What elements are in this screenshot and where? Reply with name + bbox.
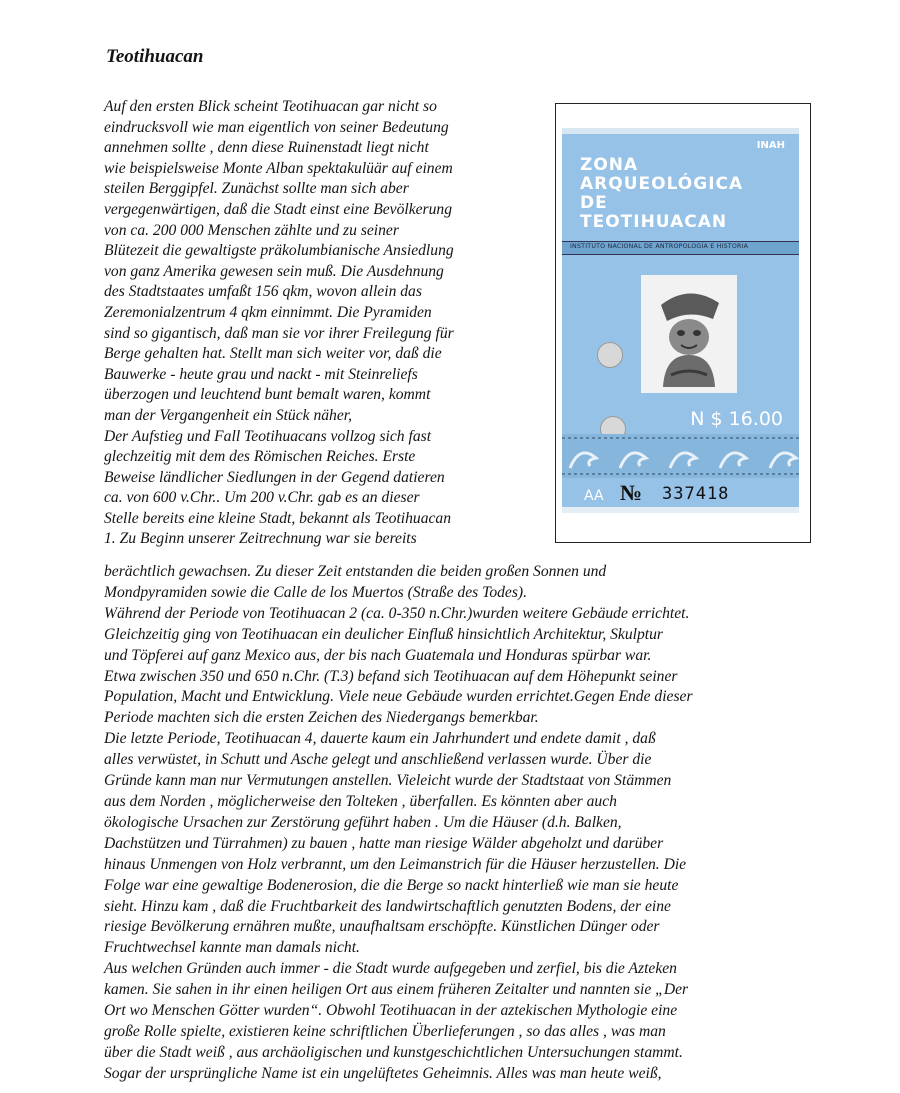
heading-line: DE [580, 193, 608, 213]
text-line: Mondpyramiden sowie die Calle de los Muertos (Straße des Todes). [104, 583, 528, 601]
text-line: Ort wo Menschen Götter wurden“. Obwohl Teotihuacan in der aztekischen Mythologie eine [104, 1002, 678, 1020]
text-line: Etwa zwischen 350 und 650 n.Chr. (T.3) befand sich Teotihuacan auf dem Höhepunkt seiner [104, 667, 678, 685]
institute-label: INSTITUTO NACIONAL DE ANTROPOLOGÍA E HISTORIA [570, 243, 749, 250]
page-title: Teotihuacan [106, 46, 204, 67]
text-line: aus dem Norden , möglicherweise den Tolteken , überfallen. Es könnten aber auch [104, 792, 617, 810]
text-line: man der Vergangenheit ein Stück näher, [104, 406, 352, 424]
ticket-heading [580, 156, 743, 232]
text-line: Aus welchen Gründen auch immer - die Stadt wurde aufgegeben und zerfiel, bis die Azteken [104, 960, 677, 978]
text-line: Population, Macht und Entwicklung. Viele neue Gebäude wurden errichtet.Gegen Ende dieser [104, 688, 693, 706]
text-line: steilen Berggipfel. Zunächst sollte man sich aber [104, 180, 409, 198]
text-line: von ganz Amerika gewesen sein muß. Die Ausdehnung [104, 262, 444, 280]
intro-column [104, 97, 527, 550]
text-line: vergegenwärtigen, daß die Stadt einst eine Bevölkerung [104, 200, 453, 218]
text-line: Gründe kann man nur Vermutungen anstellen. Vieleicht wurde der Stadtstaat von Stämmen [104, 772, 672, 790]
text-line: Bauwerke - heute grau und nackt - mit Steinreliefs [104, 365, 418, 383]
inah-logo: INAH [756, 140, 785, 151]
text-line: und Töpferei auf ganz Mexico aus, der bis nach Guatemala und Honduras spürbar war. [104, 646, 652, 664]
text-line: Die letzte Periode, Teotihuacan 4, dauerte kaum ein Jahrhundert und endete damit , daß [104, 730, 656, 748]
text-line: über die Stadt weiß , aus archäoligischen und kunstgeschichtlichen Untersuchungen stammt. [104, 1043, 683, 1061]
text-line: von ca. 200 000 Menschen zählte und zu seiner [104, 221, 399, 239]
text-line: ca. von 600 v.Chr.. Um 200 v.Chr. gab es an dieser [104, 489, 420, 507]
text-line: glechzeitig mit dem des Römischen Reiches. Erste [104, 448, 416, 466]
text-line: wie beispielsweise Monte Alban spektakulüär auf einem [104, 159, 453, 177]
text-line: Der Aufstieg und Fall Teotihuacans vollzog sich fast [104, 427, 432, 445]
series-code: AA [584, 488, 604, 504]
text-line: eindrucksvoll wie man eigentlich von seiner Bedeutung [104, 118, 449, 136]
text-line: Blütezeit die gewaltigste präkolumbianische Ansiedlung [104, 242, 454, 260]
text-line: alles verwüstet, in Schutt und Asche gelegt und anschließend verlassen wurde. Über die [104, 751, 652, 769]
text-line: Während der Periode von Teotihuacan 2 (ca. 0-350 n.Chr.)wurden weitere Gebäude errichtet. [104, 604, 690, 622]
text-line: überzogen und leuchtend bunt bemalt waren, kommt [104, 386, 431, 404]
text-line: 1. Zu Beginn unserer Zeitrechnung war sie bereits [104, 530, 417, 548]
text-line: berächtlich gewachsen. Zu dieser Zeit entstanden die beiden großen Sonnen und [104, 563, 607, 580]
text-line: Periode machten sich die ersten Zeichen des Niedergangs bemerkbar. [104, 709, 539, 727]
ticket-edge [562, 507, 799, 513]
text-line: Beweise ländlicher Siedlungen in der Gegend datieren [104, 468, 445, 486]
text-line: des Stadtstaates umfaßt 156 qkm, wovon allein das [104, 283, 422, 301]
text-line: Dachstützen und Türrahmen) zu bauen , hatte man riesige Wälder abgeholzt und darüber [104, 834, 664, 852]
ticket-price: N $ 16.00 [690, 408, 783, 430]
serial-number: 337418 [662, 484, 730, 504]
text-line: Stelle bereits eine kleine Stadt, bekannt als Teotihuacan [104, 509, 452, 527]
statue-photo [641, 275, 737, 393]
text-line: sieht. Hinzu kam , daß die Fruchtbarkeit des landwirtschaftlich genutzten Bodens, der eine [104, 897, 671, 915]
heading-line: ARQUEOLÓGICA [580, 174, 744, 194]
entry-ticket [562, 128, 799, 513]
text-line: ökologische Ursachen zur Zerstörung geführt haben . Um die Häuser (d.h. Balken, [104, 813, 622, 831]
text-line: annehmen sollte , denn diese Ruinenstadt liegt nicht [104, 139, 429, 157]
glyph-pattern-icon [562, 434, 799, 478]
tape-strip [562, 128, 799, 134]
text-line: Gleichzeitig ging von Teotihuacan ein deulicher Einfluß hinsichtlich Architektur, Skulptur [104, 625, 663, 643]
text-line: Berge gehalten hat. Stellt man sich weiter vor, daß die [104, 345, 442, 363]
text-line: hinaus Unmengen von Holz verbrannt, um den Leimanstrich für die Häuser herzustellen. Die [104, 855, 687, 873]
statue-figure-icon [641, 275, 737, 393]
heading-line: TEOTIHUACAN [580, 212, 728, 232]
text-line: Sogar der ursprüngliche Name ist ein ungelüftetes Geheimnis. Alles was man heute weiß, [104, 1064, 662, 1082]
text-line: Fruchtwechsel kannte man damals nicht. [104, 939, 360, 957]
heading-line: ZONA [580, 155, 639, 175]
text-line: kamen. Sie sahen in ihr einen heiligen Ort aus einem früheren Zeitalter und nannten sie „Der [104, 981, 689, 999]
punch-hole [597, 342, 623, 368]
text-line: Zeremonialzentrum 4 qkm einnimmt. Die Pyramiden [104, 303, 432, 321]
text-line: sind so gigantisch, daß man sie vor ihrer Freilegung für [104, 324, 454, 342]
number-sign: № [620, 480, 643, 505]
text-line: Folge war eine gewaltige Bodenerosion, die die Berge so nackt hinterließ wie man sie heute [104, 876, 679, 894]
main-text [104, 562, 810, 1085]
text-line: Auf den ersten Blick scheint Teotihuacan gar nicht so [104, 98, 437, 115]
text-line: riesige Bevölkerung ernähren mußte, unaufhaltsam erschöpfte. Künstlichen Dünger oder [104, 918, 660, 936]
text-line: große Rolle spielte, existieren keine schriftlichen Überlieferungen , so das alles , was man [104, 1022, 666, 1040]
